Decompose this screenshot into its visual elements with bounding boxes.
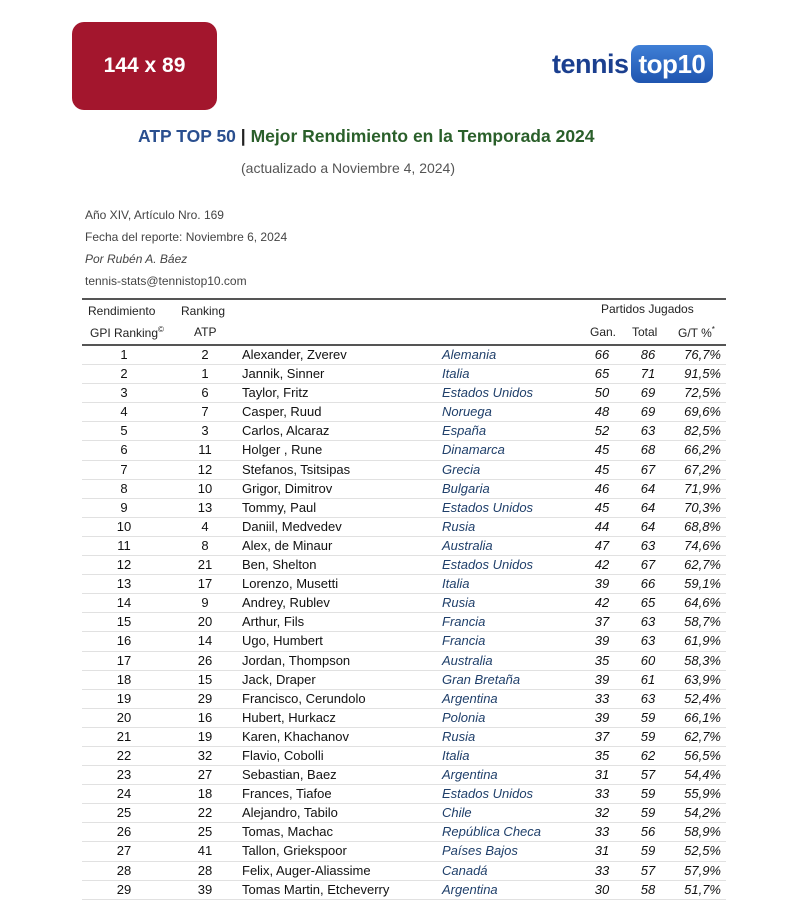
logo-boxed-word: top10 — [631, 45, 714, 83]
gpi-rank: 9 — [120, 499, 128, 515]
player-country: Noruega — [442, 404, 492, 420]
table-row — [82, 690, 726, 709]
header-pct-text: G/T % — [678, 326, 712, 340]
player-country: Bulgaria — [442, 480, 490, 496]
matches-won: 33 — [594, 690, 610, 706]
matches-won: 45 — [594, 461, 610, 477]
gpi-rank: 27 — [116, 843, 132, 859]
player-country: Argentina — [442, 690, 498, 706]
header-gpi-line1: Rendimiento — [88, 304, 156, 318]
gpi-rank: 23 — [116, 767, 132, 783]
matches-total: 63 — [640, 614, 656, 630]
matches-total: 59 — [640, 709, 656, 725]
matches-total: 62 — [640, 747, 656, 763]
matches-won: 65 — [594, 366, 610, 382]
matches-total: 56 — [640, 824, 656, 840]
table-row — [82, 594, 726, 613]
player-country: Dinamarca — [442, 442, 505, 458]
gpi-rank: 22 — [116, 747, 132, 763]
player-name: Stefanos, Tsitsipas — [242, 461, 351, 477]
matches-won: 39 — [594, 671, 610, 687]
player-name: Jordan, Thompson — [242, 652, 351, 668]
player-name: Jannik, Sinner — [242, 366, 325, 382]
table-row — [82, 728, 726, 747]
matches-total: 63 — [640, 537, 656, 553]
player-country: Estados Unidos — [442, 557, 534, 573]
player-country: Rusia — [442, 518, 476, 534]
atp-rank: 26 — [197, 652, 213, 668]
win-pct: 62,7% — [684, 557, 721, 573]
win-pct: 64,6% — [684, 595, 721, 611]
win-pct: 52,5% — [684, 843, 721, 859]
win-pct: 67,2% — [684, 461, 721, 477]
table-row — [82, 671, 726, 690]
matches-won: 48 — [594, 404, 610, 420]
table-row — [82, 403, 726, 422]
matches-total: 59 — [640, 805, 656, 821]
matches-total: 59 — [640, 843, 656, 859]
atp-rank: 9 — [201, 595, 209, 611]
meta-report-date: Fecha del reporte: Noviembre 6, 2024 — [85, 230, 288, 244]
atp-rank: 17 — [197, 576, 213, 592]
matches-total: 65 — [640, 595, 656, 611]
gpi-rank: 14 — [116, 595, 132, 611]
matches-won: 33 — [594, 786, 610, 802]
matches-won: 35 — [594, 747, 610, 763]
matches-total: 57 — [640, 767, 656, 783]
meta-email[interactable]: tennis-stats@tennistop10.com — [85, 274, 247, 288]
table-row — [82, 441, 726, 460]
matches-total: 59 — [640, 786, 656, 802]
matches-total: 61 — [640, 671, 656, 687]
subtitle: (actualizado a Noviembre 4, 2024) — [241, 160, 456, 176]
title-separator: | — [240, 126, 246, 146]
header-gan: Gan. — [590, 325, 617, 339]
player-name: Holger , Rune — [242, 442, 323, 458]
matches-total: 69 — [640, 385, 656, 401]
atp-rank: 25 — [197, 824, 213, 840]
matches-total: 69 — [640, 404, 656, 420]
player-country: Italia — [442, 747, 470, 763]
article-meta — [85, 204, 287, 292]
player-country: Países Bajos — [442, 843, 518, 859]
table-row — [82, 862, 726, 881]
atp-rank: 20 — [197, 614, 213, 630]
matches-won: 37 — [594, 614, 610, 630]
gpi-rank: 5 — [120, 423, 128, 439]
win-pct: 70,3% — [684, 499, 721, 515]
table-row — [82, 613, 726, 632]
player-country: Estados Unidos — [442, 786, 534, 802]
table-row — [82, 842, 726, 861]
player-country: Italia — [442, 366, 470, 382]
win-pct: 76,7% — [684, 347, 721, 362]
atp-rank: 1 — [201, 366, 209, 382]
player-name: Grigor, Dimitrov — [242, 480, 333, 496]
atp-rank: 6 — [201, 385, 209, 401]
table-row — [82, 632, 726, 651]
player-name: Arthur, Fils — [242, 614, 305, 630]
table-body — [82, 346, 726, 900]
win-pct: 62,7% — [684, 728, 721, 744]
win-pct: 74,6% — [684, 537, 721, 553]
gpi-rank: 19 — [116, 690, 132, 706]
player-country: Alemania — [442, 347, 497, 362]
matches-won: 32 — [594, 805, 610, 821]
matches-total: 64 — [640, 480, 656, 496]
atp-rank: 29 — [197, 690, 213, 706]
player-name: Sebastian, Baez — [242, 767, 337, 783]
atp-rank: 16 — [197, 709, 213, 725]
win-pct: 61,9% — [684, 633, 721, 649]
gpi-rank: 20 — [116, 709, 132, 725]
matches-total: 68 — [640, 442, 656, 458]
table-row — [82, 556, 726, 575]
header-atp-line1: Ranking — [181, 304, 226, 318]
player-country: Canadá — [442, 862, 488, 878]
player-country: Italia — [442, 576, 470, 592]
gpi-rank: 17 — [116, 652, 132, 668]
atp-rank: 3 — [201, 423, 209, 439]
matches-total: 60 — [640, 652, 656, 668]
player-name: Andrey, Rublev — [242, 595, 330, 611]
matches-won: 39 — [594, 709, 610, 725]
matches-won: 42 — [594, 595, 610, 611]
atp-rank: 10 — [197, 480, 213, 496]
table-row — [82, 766, 726, 785]
matches-won: 37 — [594, 728, 610, 744]
gpi-rank: 29 — [116, 881, 132, 897]
player-country: Rusia — [442, 595, 476, 611]
player-country: Argentina — [442, 881, 498, 897]
size-badge: 144 x 89 — [72, 22, 217, 110]
player-name: Francisco, Cerundolo — [242, 690, 366, 706]
gpi-rank: 12 — [116, 557, 132, 573]
win-pct: 68,8% — [684, 518, 721, 534]
title-main: ATP TOP 50 — [138, 126, 236, 146]
header-gpi-text: GPI Ranking — [90, 326, 159, 340]
win-pct: 71,9% — [684, 480, 721, 496]
matches-total: 57 — [640, 862, 656, 878]
player-country: Gran Bretaña — [442, 671, 521, 687]
win-pct: 54,2% — [684, 805, 721, 821]
ranking-table — [82, 298, 726, 900]
player-name: Taylor, Fritz — [242, 385, 309, 401]
win-pct: 72,5% — [684, 385, 721, 401]
tennistop10-logo[interactable] — [552, 45, 713, 83]
win-pct: 91,5% — [684, 366, 721, 382]
meta-author: Por Rubén A. Báez — [85, 252, 188, 266]
player-name: Lorenzo, Musetti — [242, 576, 339, 592]
gpi-rank: 13 — [116, 576, 132, 592]
matches-total: 63 — [640, 690, 656, 706]
gpi-rank: 7 — [120, 461, 128, 477]
matches-total: 71 — [640, 366, 656, 382]
player-country: Estados Unidos — [442, 385, 534, 401]
atp-rank: 19 — [197, 728, 213, 744]
atp-rank: 12 — [197, 461, 213, 477]
table-row — [82, 804, 726, 823]
player-country: España — [442, 423, 487, 439]
header-gpi-line2 — [90, 325, 164, 340]
matches-won: 39 — [594, 576, 610, 592]
win-pct: 58,9% — [684, 824, 721, 840]
gpi-rank: 24 — [116, 786, 132, 802]
matches-total: 67 — [640, 461, 656, 477]
atp-rank: 11 — [198, 442, 212, 458]
table-row — [82, 575, 726, 594]
gpi-rank: 4 — [120, 404, 128, 420]
table-row — [82, 384, 726, 403]
matches-won: 46 — [594, 480, 610, 496]
matches-won: 45 — [594, 442, 610, 458]
player-name: Ugo, Humbert — [242, 633, 323, 649]
player-country: Australia — [442, 652, 493, 668]
player-name: Alex, de Minaur — [242, 537, 333, 553]
matches-won: 30 — [594, 881, 610, 897]
gpi-rank: 1 — [120, 347, 128, 362]
table-row — [82, 346, 726, 365]
matches-won: 33 — [594, 862, 610, 878]
player-country: Estados Unidos — [442, 499, 534, 515]
atp-rank: 22 — [197, 805, 213, 821]
table-row — [82, 747, 726, 766]
win-pct: 56,5% — [684, 747, 721, 763]
header-pct-sup: * — [711, 325, 715, 334]
title-rest: Mejor Rendimiento en la Temporada 2024 — [250, 126, 595, 146]
atp-rank: 14 — [197, 633, 213, 649]
table-row — [82, 461, 726, 480]
player-country: Rusia — [442, 728, 476, 744]
matches-total: 63 — [640, 423, 656, 439]
gpi-rank: 26 — [116, 824, 132, 840]
gpi-rank: 28 — [116, 862, 132, 878]
gpi-rank: 2 — [120, 366, 128, 382]
player-country: Australia — [442, 537, 493, 553]
gpi-rank: 8 — [120, 480, 128, 496]
player-name: Tommy, Paul — [242, 499, 317, 515]
gpi-rank: 11 — [117, 537, 131, 553]
matches-won: 42 — [594, 557, 610, 573]
win-pct: 66,2% — [684, 442, 721, 458]
win-pct: 57,9% — [684, 862, 721, 878]
player-name: Casper, Ruud — [242, 404, 322, 420]
player-country: Chile — [442, 805, 472, 821]
gpi-rank: 6 — [120, 442, 128, 458]
player-name: Karen, Khachanov — [242, 728, 349, 744]
win-pct: 59,1% — [684, 576, 721, 592]
player-name: Daniil, Medvedev — [242, 518, 342, 534]
table-row — [82, 881, 726, 900]
atp-rank: 41 — [197, 843, 213, 859]
gpi-rank: 21 — [116, 728, 132, 744]
player-name: Frances, Tiafoe — [242, 786, 332, 802]
win-pct: 66,1% — [684, 709, 721, 725]
matches-total: 67 — [640, 557, 656, 573]
matches-total: 58 — [640, 881, 656, 897]
atp-rank: 32 — [197, 747, 213, 763]
gpi-rank: 25 — [116, 805, 132, 821]
player-name: Tallon, Griekspoor — [242, 843, 347, 859]
atp-rank: 27 — [197, 767, 213, 783]
header-pct — [678, 325, 715, 340]
matches-total: 66 — [640, 576, 656, 592]
table-row — [82, 365, 726, 384]
matches-total: 59 — [640, 728, 656, 744]
logo-word: tennis — [552, 48, 629, 79]
matches-won: 44 — [594, 518, 610, 534]
table-row — [82, 499, 726, 518]
win-pct: 54,4% — [684, 767, 721, 783]
win-pct: 69,6% — [684, 404, 721, 420]
table-row — [82, 537, 726, 556]
gpi-rank: 16 — [116, 633, 132, 649]
table-row — [82, 823, 726, 842]
matches-won: 31 — [594, 767, 610, 783]
player-name: Tomas Martin, Etcheverry — [242, 881, 390, 897]
player-name: Alexander, Zverev — [242, 347, 347, 362]
win-pct: 52,4% — [684, 690, 721, 706]
atp-rank: 7 — [201, 404, 209, 420]
player-country: Grecia — [442, 461, 481, 477]
matches-won: 66 — [594, 347, 610, 362]
player-name: Ben, Shelton — [242, 557, 317, 573]
player-name: Hubert, Hurkacz — [242, 709, 336, 725]
win-pct: 82,5% — [684, 423, 721, 439]
win-pct: 58,3% — [684, 652, 721, 668]
win-pct: 55,9% — [684, 786, 721, 802]
atp-rank: 8 — [201, 537, 209, 553]
matches-total: 63 — [640, 633, 656, 649]
player-country: Argentina — [442, 767, 498, 783]
table-row — [82, 652, 726, 671]
win-pct: 58,7% — [684, 614, 721, 630]
matches-total: 64 — [640, 499, 656, 515]
header-gpi-sup: © — [158, 325, 164, 334]
atp-rank: 28 — [197, 862, 213, 878]
matches-won: 31 — [594, 843, 610, 859]
gpi-rank: 18 — [116, 671, 132, 687]
table-header — [82, 300, 726, 344]
matches-won: 35 — [594, 652, 610, 668]
gpi-rank: 3 — [120, 385, 128, 401]
header-atp-line2: ATP — [194, 325, 217, 339]
table-row — [82, 480, 726, 499]
matches-won: 39 — [594, 633, 610, 649]
table-row — [82, 785, 726, 804]
player-country: Polonia — [442, 709, 486, 725]
player-name: Alejandro, Tabilo — [242, 805, 338, 821]
player-name: Carlos, Alcaraz — [242, 423, 330, 439]
matches-won: 33 — [594, 824, 610, 840]
player-name: Flavio, Cobolli — [242, 747, 324, 763]
matches-total: 64 — [640, 518, 656, 534]
player-country: República Checa — [442, 824, 542, 840]
matches-won: 47 — [594, 537, 610, 553]
player-country: Francia — [442, 614, 486, 630]
atp-rank: 21 — [197, 557, 213, 573]
matches-won: 52 — [594, 423, 610, 439]
gpi-rank: 10 — [116, 518, 132, 534]
win-pct: 51,7% — [684, 881, 721, 897]
player-name: Felix, Auger-Aliassime — [242, 862, 371, 878]
header-total: Total — [632, 325, 658, 339]
player-country: Francia — [442, 633, 486, 649]
atp-rank: 15 — [197, 671, 213, 687]
win-pct: 63,9% — [684, 671, 721, 687]
table-row — [82, 709, 726, 728]
atp-rank: 2 — [201, 347, 209, 362]
matches-won: 50 — [594, 385, 610, 401]
page-title — [138, 126, 595, 147]
player-name: Jack, Draper — [242, 671, 316, 687]
matches-won: 45 — [594, 499, 610, 515]
atp-rank: 4 — [201, 518, 209, 534]
atp-rank: 39 — [197, 881, 213, 897]
table-row — [82, 422, 726, 441]
meta-issue: Año XIV, Artículo Nro. 169 — [85, 208, 224, 222]
gpi-rank: 15 — [116, 614, 132, 630]
atp-rank: 18 — [197, 786, 213, 802]
player-name: Tomas, Machac — [242, 824, 334, 840]
matches-total: 86 — [640, 347, 656, 362]
table-row — [82, 518, 726, 537]
atp-rank: 13 — [197, 499, 213, 515]
header-played: Partidos Jugados — [601, 302, 694, 316]
